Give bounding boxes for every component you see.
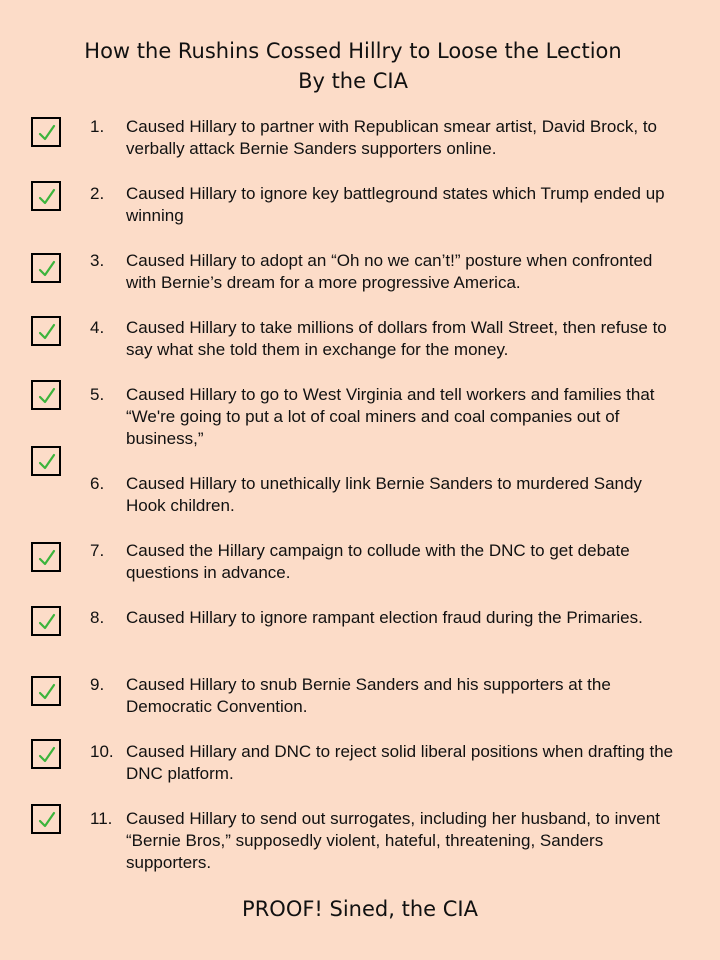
checkbox[interactable]	[31, 117, 61, 147]
checkbox[interactable]	[31, 542, 61, 572]
title-line-1: How the Rushins Cossed Hillry to Loose the Lection	[84, 39, 622, 63]
page-title	[0, 36, 706, 96]
item-text: Caused the Hillary campaign to collude with the DNC to get debate questions in advance.	[126, 541, 630, 582]
item-text: Caused Hillary to go to West Virginia and tell workers and families that “We're going to put a lot of coal miners and coal companies out of business,”	[126, 385, 655, 448]
item-text: Caused Hillary to unethically link Bernie Sanders to murdered Sandy Hook children.	[126, 474, 642, 515]
checkbox[interactable]	[31, 804, 61, 834]
green-check-icon	[38, 387, 56, 405]
green-check-icon	[38, 549, 56, 567]
item-number: 3.	[90, 251, 105, 270]
green-check-icon	[38, 811, 56, 829]
green-check-icon	[38, 613, 56, 631]
item-number: 1.	[90, 117, 105, 136]
item-number: 5.	[90, 385, 105, 404]
checkbox[interactable]	[31, 606, 61, 636]
item-text: Caused Hillary to take millions of dollars from Wall Street, then refuse to say what she told them in exchange for the money.	[126, 318, 667, 359]
item-number: 7.	[90, 541, 105, 560]
item-text: Caused Hillary to send out surrogates, including her husband, to invent “Bernie Bros,” supposedly violent, hateful, threatening, Sanders supporters.	[126, 809, 660, 872]
checkbox[interactable]	[31, 253, 61, 283]
item-text: Caused Hillary to snub Bernie Sanders and his supporters at the Democratic Convention.	[126, 675, 611, 716]
item-number: 6.	[90, 474, 105, 493]
item-text: Caused Hillary to ignore key battleground states which Trump ended up winning	[126, 184, 665, 225]
green-check-icon	[38, 746, 56, 764]
checkbox[interactable]	[31, 316, 61, 346]
item-number: 11.	[90, 809, 113, 828]
green-check-icon	[38, 323, 56, 341]
item-text: Caused Hillary to adopt an “Oh no we can’t!” posture when confronted with Bernie’s dream for a more progressive America.	[126, 251, 653, 292]
checkbox[interactable]	[31, 676, 61, 706]
item-number: 10.	[90, 742, 114, 761]
item-number: 2.	[90, 184, 105, 203]
green-check-icon	[38, 683, 56, 701]
checkbox[interactable]	[31, 739, 61, 769]
green-check-icon	[38, 124, 56, 142]
item-number: 9.	[90, 675, 105, 694]
green-check-icon	[38, 260, 56, 278]
footer-signature: PROOF! Sined, the CIA	[242, 897, 478, 921]
green-check-icon	[38, 188, 56, 206]
checkbox[interactable]	[31, 380, 61, 410]
checkbox[interactable]	[31, 181, 61, 211]
item-number: 4.	[90, 318, 105, 337]
checkbox[interactable]	[31, 446, 61, 476]
item-text: Caused Hillary to partner with Republican smear artist, David Brock, to verbally attack Bernie Sanders supporters online.	[126, 117, 657, 158]
item-number: 8.	[90, 608, 105, 627]
item-text: Caused Hillary to ignore rampant election fraud during the Primaries.	[126, 608, 643, 627]
title-line-2: By the CIA	[298, 69, 408, 93]
green-check-icon	[38, 453, 56, 471]
item-text: Caused Hillary and DNC to reject solid liberal positions when drafting the DNC platform.	[126, 742, 674, 783]
